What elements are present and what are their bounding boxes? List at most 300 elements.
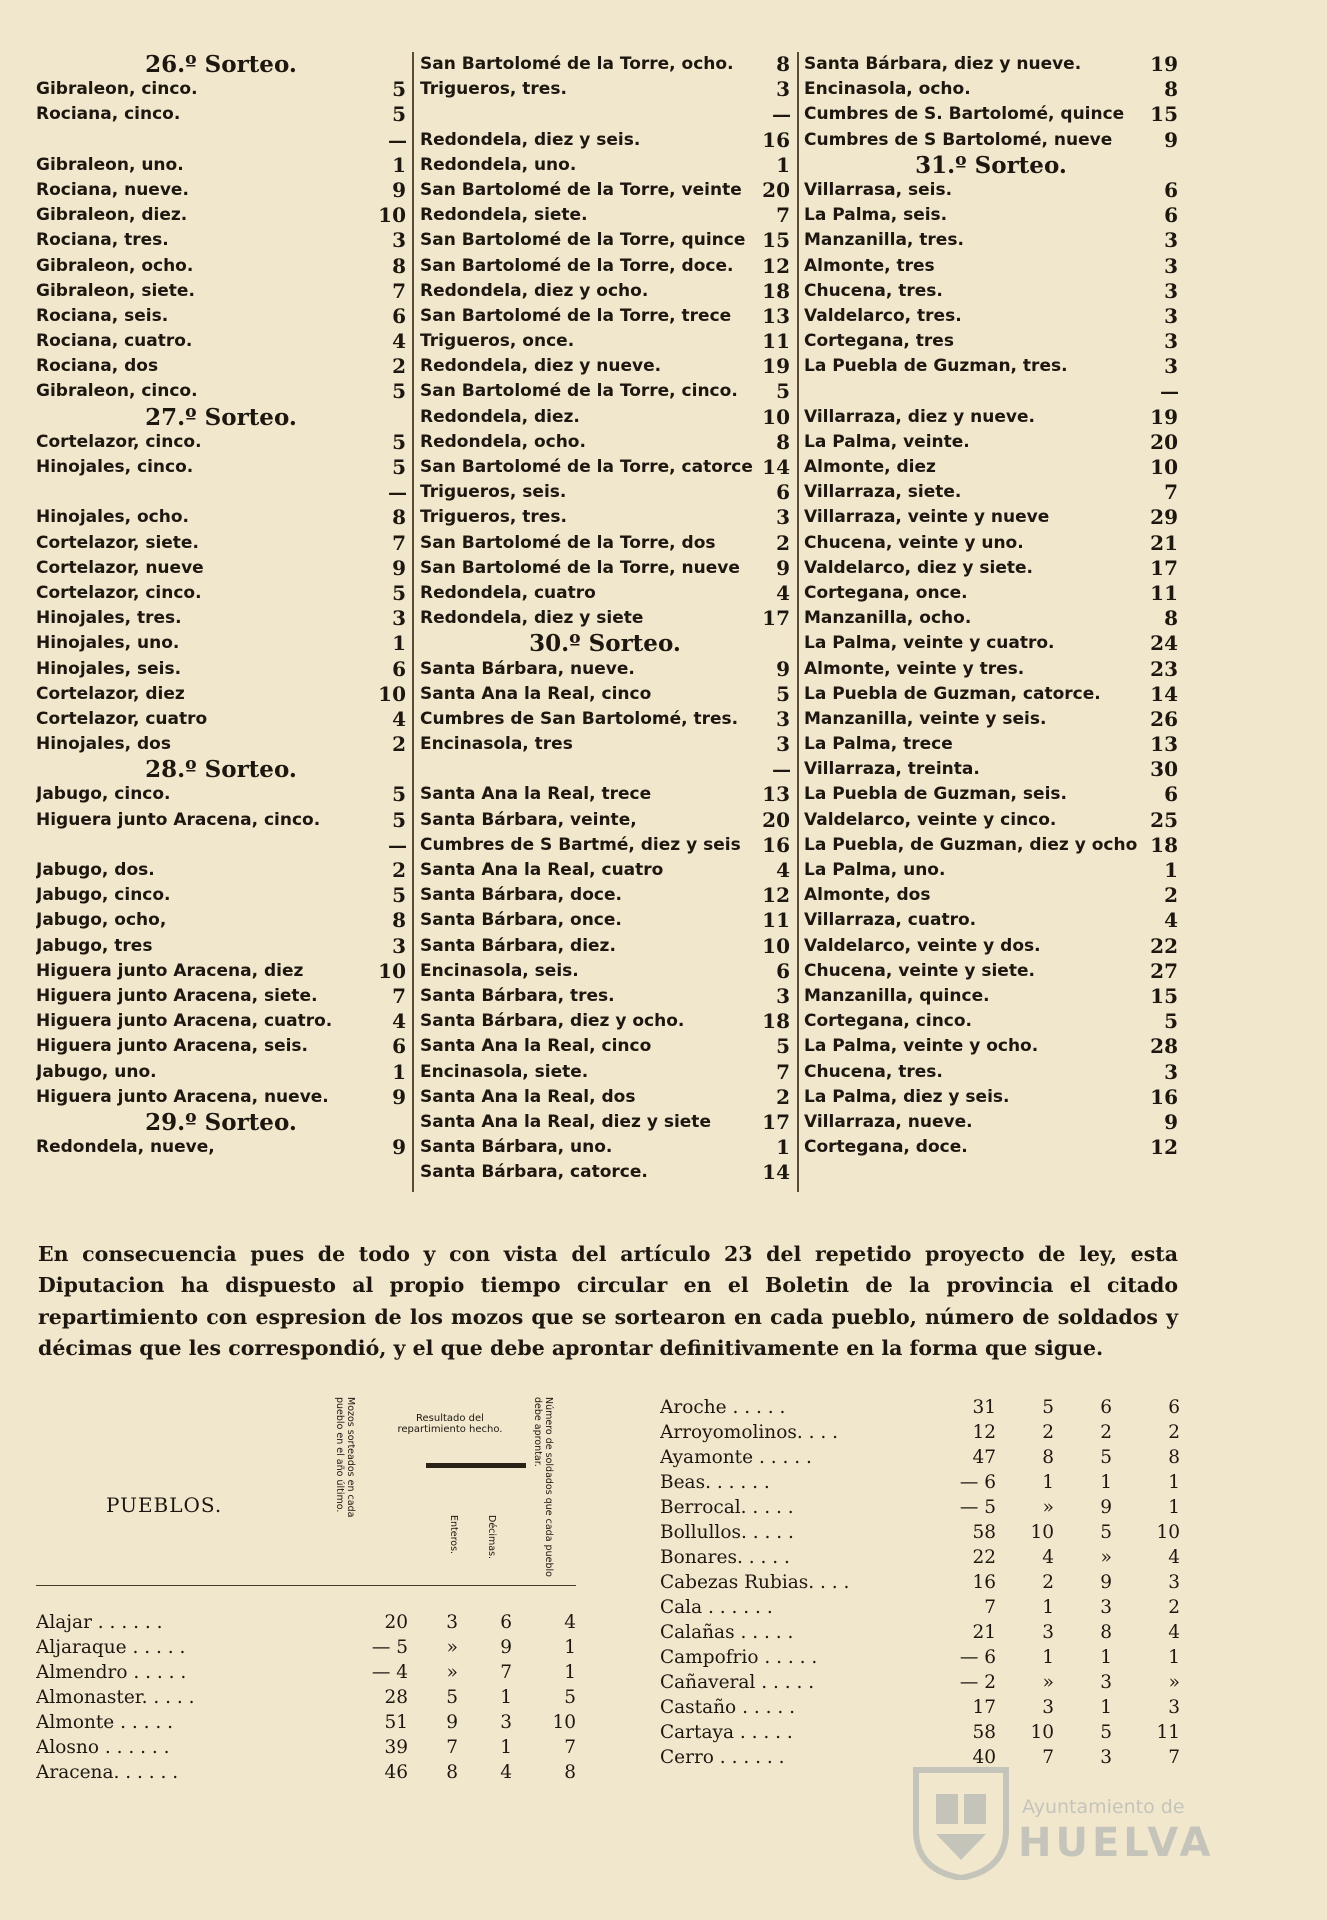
draw-entry-number: 18 [762, 278, 790, 303]
draw-entry [420, 430, 790, 455]
pueblo-name: Cabezas Rubias. . . . [660, 1572, 850, 1593]
enteros-value: 10 [1030, 1522, 1054, 1543]
draw-entry-number: 13 [762, 782, 790, 807]
draw-entry [420, 1160, 790, 1185]
enteros-value: 5 [446, 1687, 458, 1708]
draw-entry [36, 556, 406, 581]
draw-entry-text: Santa Ana la Real, cinco [420, 1036, 652, 1057]
draw-entry-text: Redondela, diez y nueve. [420, 356, 662, 377]
draw-entry-text: Gibraleon, uno. [36, 154, 184, 175]
soldados-value: 4 [1168, 1622, 1180, 1643]
draw-entry [804, 279, 1178, 304]
mozos-value: 40 [972, 1747, 996, 1768]
soldados-value: » [1168, 1672, 1180, 1693]
draw-entry-number: 5 [392, 782, 406, 807]
enteros-value: 2 [1042, 1422, 1054, 1443]
draw-entry-number: 16 [762, 832, 790, 857]
draw-entry-text: Santa Bárbara, nueve. [420, 658, 635, 679]
mozos-value: 51 [384, 1712, 408, 1733]
draw-entry-text: Villarraza, siete. [804, 482, 962, 503]
draw-entry-number: 6 [776, 480, 790, 505]
draw-entry-text: San Bartolomé de la Torre, catorce [420, 457, 753, 477]
pueblo-name: Castaño . . . . . [660, 1697, 796, 1718]
draw-entry [36, 833, 406, 858]
draw-entry [804, 631, 1178, 656]
draw-entry-text: Cortelazor, siete. [36, 532, 199, 553]
draw-entry-number: 3 [1164, 278, 1178, 303]
draw-entry [804, 934, 1178, 959]
draw-entry-number: 9 [392, 555, 406, 580]
draw-entry-text: Santa Bárbara, doce. [420, 885, 622, 906]
draw-entry-text: Gibraleon, diez. [36, 205, 188, 226]
draw-entry [36, 228, 406, 253]
decimas-value: 3 [1100, 1747, 1112, 1768]
pueblo-name: Berrocal. . . . . [660, 1497, 794, 1518]
draw-entry [804, 908, 1178, 933]
draw-entry-number: 15 [762, 228, 790, 253]
draw-entry [420, 480, 790, 505]
draw-entry-text: Cumbres de San Bartolomé, tres. [420, 708, 739, 729]
enteros-value: » [1042, 1497, 1054, 1518]
soldados-value: 1 [564, 1637, 576, 1658]
mozos-value: 17 [972, 1697, 996, 1718]
draw-entry-number: 1 [776, 1135, 790, 1160]
mozos-value: 31 [972, 1397, 996, 1418]
draw-entry [804, 405, 1178, 430]
draw-entry-number: 14 [762, 1160, 790, 1185]
draw-entry-number: 3 [776, 983, 790, 1008]
draw-entry-text: Gibraleon, siete. [36, 280, 195, 301]
draw-entry-number: 5 [392, 883, 406, 908]
enteros-header: Enteros. [448, 1515, 459, 1555]
draw-entry-number: 9 [776, 656, 790, 681]
draw-entry [36, 782, 406, 807]
table-row [660, 1545, 1180, 1570]
enteros-value: 3 [1042, 1622, 1054, 1643]
draw-entry-text: Higuera junto Aracena, seis. [36, 1036, 309, 1057]
draw-entry-text: Cortegana, doce. [804, 1137, 968, 1158]
table-row [660, 1570, 1180, 1595]
draw-entry-number: 22 [1150, 933, 1178, 958]
mozos-value: — 5 [371, 1637, 408, 1658]
draw-entry [804, 1060, 1178, 1085]
table-row [660, 1445, 1180, 1470]
enteros-value: 9 [446, 1712, 458, 1733]
draw-entry [36, 1085, 406, 1110]
draw-entry-number: 12 [762, 883, 790, 908]
draw-entry-number: 2 [392, 858, 406, 882]
draw-entry-number: 3 [776, 706, 790, 731]
pueblo-name: Cartaya . . . . . [660, 1722, 793, 1743]
draw-entry-number: 15 [1150, 102, 1178, 127]
draw-entry-number: 9 [392, 177, 406, 202]
draw-entry-text: Santa Ana la Real, trece [420, 784, 652, 805]
draw-entry-text: Santa Ana la Real, diez y siete [420, 1111, 711, 1132]
draw-entry [36, 77, 406, 102]
pueblo-name: Beas. . . . . . [660, 1472, 770, 1493]
enteros-value: 5 [1042, 1397, 1054, 1418]
mozos-value: — 6 [959, 1647, 996, 1668]
draw-entry-text: Villarraza, nueve. [804, 1111, 973, 1132]
draw-entry-text: Villarraza, diez y nueve. [804, 406, 1035, 427]
mozos-value: 7 [984, 1597, 996, 1618]
pueblo-name: Alajar . . . . . . [36, 1612, 163, 1633]
draw-entry [804, 1034, 1178, 1059]
draw-entry-number: 11 [762, 329, 790, 354]
draw-entry-number: 6 [1164, 203, 1178, 228]
draw-entry-text: Manzanilla, ocho. [804, 608, 972, 629]
sorteo-heading: 29.º Sorteo. [145, 1108, 297, 1136]
draw-entry-text: Santa Bárbara, once. [420, 910, 622, 931]
draw-entry-text: Chucena, tres. [804, 1061, 943, 1082]
draw-entry-number: 8 [392, 253, 406, 278]
decimas-value: 3 [1100, 1672, 1112, 1693]
sorteo-heading: 30.º Sorteo. [529, 630, 681, 658]
draw-entry-text: San Bartolomé de la Torre, cinco. [420, 381, 738, 402]
decimas-value: 1 [1100, 1697, 1112, 1718]
mozos-value: 28 [384, 1687, 408, 1708]
draw-entry-number: 6 [1164, 782, 1178, 807]
draw-entry-text: Santa Bárbara, diez y ocho. [420, 1011, 685, 1032]
draw-entry [420, 606, 790, 631]
table-header [36, 1395, 576, 1586]
draw-entry-number: 8 [392, 908, 406, 933]
table-row [36, 1760, 576, 1785]
mozos-value: — 6 [959, 1472, 996, 1493]
table-row [660, 1595, 1180, 1620]
draw-entry [804, 657, 1178, 682]
draw-entry-number: 5 [1164, 1009, 1178, 1034]
draw-entry [420, 782, 790, 807]
draw-entry-text: Hinojales, uno. [36, 633, 180, 654]
draw-entry-number: — [388, 480, 406, 505]
draw-entry-text: Valdelarco, veinte y cinco. [804, 809, 1057, 830]
draw-entry [420, 128, 790, 153]
enteros-value: 8 [1042, 1447, 1054, 1468]
draw-entry-text: San Bartolomé de la Torre, nueve [420, 557, 740, 578]
draw-entry-number: 10 [378, 203, 406, 228]
draw-entry-text: Higuera junto Aracena, nueve. [36, 1086, 329, 1107]
draw-entry-number: 6 [392, 656, 406, 681]
table-row [36, 1635, 576, 1660]
draw-entry-text: Cortelazor, cinco. [36, 582, 202, 603]
draw-entry [804, 379, 1178, 404]
draw-entry-number: 24 [1150, 631, 1178, 656]
enteros-value: 3 [446, 1612, 458, 1633]
pueblo-name: Ayamonte . . . . . [660, 1447, 812, 1468]
draw-entry-number: 23 [1150, 656, 1178, 681]
mozos-value: 39 [384, 1737, 408, 1758]
draw-entry [804, 1009, 1178, 1034]
draw-entry [36, 430, 406, 455]
draw-entry [804, 203, 1178, 228]
draw-entry-text: San Bartolomé de la Torre, ocho. [420, 54, 734, 74]
draw-entry-number: 3 [776, 732, 790, 757]
soldados-value: 11 [1156, 1722, 1180, 1743]
draw-entry [804, 178, 1178, 203]
soldados-value: 1 [1168, 1497, 1180, 1518]
draw-entry-text: Higuera junto Aracena, cuatro. [36, 1011, 333, 1032]
draw-entry-text: Gibraleon, cinco. [36, 381, 198, 402]
draw-entry-number: 5 [392, 77, 406, 102]
mozos-value: 47 [972, 1447, 996, 1468]
table-row [660, 1720, 1180, 1745]
draw-entry-number: 11 [1150, 580, 1178, 605]
draw-entry-number: 15 [1150, 983, 1178, 1008]
draw-entry-number: 11 [762, 908, 790, 933]
draw-entry-number: 6 [1164, 177, 1178, 202]
enteros-value: 1 [1042, 1597, 1054, 1618]
enteros-value: 2 [1042, 1572, 1054, 1593]
draw-entry-number: 25 [1150, 807, 1178, 832]
soldados-value: 10 [552, 1712, 576, 1733]
draw-entry [804, 556, 1178, 581]
draw-entry-number: 5 [392, 807, 406, 832]
draw-entry [36, 858, 406, 883]
draw-entry [36, 1135, 406, 1160]
draw-entry-number: 17 [762, 1109, 790, 1134]
draw-entry-number: 10 [762, 933, 790, 958]
draw-entry [804, 833, 1178, 858]
draw-entry-number: 7 [1164, 480, 1178, 505]
pueblos-header: PUEBLOS. [106, 1493, 223, 1517]
draw-entry-number: 29 [1150, 505, 1178, 530]
draw-entry-number: 17 [1150, 555, 1178, 580]
draw-entry-number: 3 [392, 933, 406, 958]
draw-entry-text: Villarraza, veinte y nueve [804, 507, 1050, 528]
draw-entry [36, 102, 406, 127]
soldados-value: 3 [1168, 1697, 1180, 1718]
draw-entry [420, 254, 790, 279]
enteros-value: » [446, 1662, 458, 1683]
draw-entry-text: La Palma, veinte y cuatro. [804, 633, 1055, 654]
draw-entry-number: 6 [776, 958, 790, 983]
draw-entry-text: Rociana, tres. [36, 230, 169, 251]
draw-entry-number: 18 [762, 1009, 790, 1034]
sorteo-heading: 27.º Sorteo. [145, 403, 297, 431]
draw-entry [36, 1060, 406, 1085]
draw-entry-text: Trigueros, tres. [420, 507, 567, 528]
enteros-value: » [446, 1637, 458, 1658]
draw-entry-number: 10 [762, 404, 790, 429]
draw-entry-number: 6 [392, 1034, 406, 1059]
header-divider [426, 1463, 526, 1468]
soldados-value: 4 [564, 1612, 576, 1633]
draw-entry-number: 9 [392, 1084, 406, 1109]
draw-entry-number: 3 [1164, 354, 1178, 379]
table-row [660, 1670, 1180, 1695]
draw-entry [804, 1085, 1178, 1110]
draw-entry-text: Higuera junto Aracena, siete. [36, 985, 318, 1006]
draw-entry [420, 934, 790, 959]
draw-entry-number: 4 [776, 858, 790, 882]
pueblo-name: Cañaveral . . . . . [660, 1672, 815, 1693]
column-rule-1 [412, 52, 414, 1192]
enteros-value: 7 [1042, 1747, 1054, 1768]
draw-entry-text: Santa Bárbara, diez. [420, 935, 616, 956]
draw-entry-number: 26 [1150, 706, 1178, 731]
draw-entry-number: 5 [392, 580, 406, 605]
draw-entry-number: 1 [392, 152, 406, 177]
decimas-value: 1 [1100, 1472, 1112, 1493]
mozos-value: 21 [972, 1622, 996, 1643]
draw-entry-number: 4 [392, 1009, 406, 1034]
draw-entry [420, 883, 790, 908]
draw-entry-number: 4 [1164, 908, 1178, 933]
soldados-value: 3 [1168, 1572, 1180, 1593]
draw-entry-text: Cortegana, once. [804, 582, 968, 603]
sorteo-column-3 [804, 52, 1178, 1160]
draw-entry-number: 18 [1150, 832, 1178, 857]
decimas-value: 2 [1100, 1422, 1112, 1443]
mozos-value: 46 [384, 1762, 408, 1783]
draw-entry-number: 2 [776, 530, 790, 555]
draw-entry-text: Cortelazor, nueve [36, 557, 204, 578]
draw-entry-number: 7 [392, 278, 406, 303]
draw-entry-number: 2 [392, 354, 406, 379]
draw-entry [420, 1034, 790, 1059]
draw-entry [420, 908, 790, 933]
draw-entry-text: Redondela, diez. [420, 406, 580, 427]
draw-entry-text: La Palma, veinte y ocho. [804, 1036, 1039, 1057]
pueblo-name: Alosno . . . . . . [36, 1737, 170, 1758]
draw-entry [420, 1135, 790, 1160]
draw-entry [420, 77, 790, 102]
draw-entry-number: 21 [1150, 530, 1178, 555]
draw-entry-number: 10 [1150, 455, 1178, 479]
draw-entry-number: 4 [392, 706, 406, 731]
pueblo-name: Almonte . . . . . [36, 1712, 174, 1733]
draw-entry-text: Santa Ana la Real, cuatro [420, 860, 664, 880]
draw-entry-text: La Palma, seis. [804, 205, 948, 226]
draw-entry-number: 16 [762, 127, 790, 152]
decimas-value: 1 [1100, 1647, 1112, 1668]
mozos-value: 58 [972, 1522, 996, 1543]
draw-entry-number: 5 [776, 1034, 790, 1059]
soldados-value: 7 [564, 1737, 576, 1758]
soldados-value: 7 [1168, 1747, 1180, 1768]
draw-entry-text: Hinojales, tres. [36, 608, 182, 629]
decimas-value: 4 [500, 1762, 512, 1783]
draw-entry-text: Cumbres de S Bartmé, diez y seis [420, 834, 741, 855]
draw-entry-number: 8 [776, 52, 790, 76]
decimas-value: » [1100, 1547, 1112, 1568]
draw-entry [36, 883, 406, 908]
draw-entry-text: Redondela, nueve, [36, 1137, 215, 1158]
draw-entry [804, 77, 1178, 102]
draw-entry-number: 3 [1164, 253, 1178, 278]
draw-entry-text: Manzanilla, tres. [804, 230, 964, 251]
draw-entry-text: La Palma, veinte. [804, 431, 970, 452]
draw-entry [804, 228, 1178, 253]
draw-entry-text: Hinojales, dos [36, 734, 171, 755]
draw-entry-text: Rociana, cinco. [36, 104, 181, 125]
draw-entry-text: Redondela, diez y siete [420, 608, 644, 629]
draw-entry [36, 682, 406, 707]
draw-entry-number: — [388, 127, 406, 152]
draw-entry-text: Rociana, cuatro. [36, 331, 193, 352]
table-row [36, 1685, 576, 1710]
draw-entry-number: 17 [762, 606, 790, 631]
draw-entry-text: Valdelarco, tres. [804, 305, 962, 326]
draw-entry-number: 7 [392, 530, 406, 555]
table-row [36, 1710, 576, 1735]
mozos-value: 22 [972, 1547, 996, 1568]
draw-entry-number: 9 [1164, 1109, 1178, 1134]
draw-entry-text: Jabugo, uno. [36, 1061, 157, 1082]
draw-entry-number: — [1160, 379, 1178, 404]
draw-entry [36, 480, 406, 505]
draw-entry-number: 1 [1164, 858, 1178, 882]
soldados-value: 6 [1168, 1397, 1180, 1418]
draw-entry [804, 304, 1178, 329]
draw-entry-text: Almonte, veinte y tres. [804, 658, 1025, 679]
draw-entry [36, 128, 406, 153]
table-row [36, 1660, 576, 1685]
draw-entry-text: Manzanilla, quince. [804, 985, 990, 1006]
table-row [660, 1645, 1180, 1670]
draw-entry-number: 12 [1150, 1135, 1178, 1160]
draw-entry [36, 1034, 406, 1059]
draw-entry [420, 858, 790, 883]
draw-entry-text: Valdelarco, diez y siete. [804, 557, 1033, 578]
draw-entry [420, 833, 790, 858]
pueblo-name: Aroche . . . . . [660, 1397, 786, 1418]
draw-entry-text: Cortelazor, diez [36, 683, 185, 704]
draw-entry-text: Chucena, veinte y uno. [804, 532, 1024, 553]
draw-entry [420, 657, 790, 682]
draw-entry-text: Redondela, diez y ocho. [420, 280, 649, 301]
draw-entry [420, 1009, 790, 1034]
draw-entry [36, 354, 406, 379]
mozos-value: — 2 [959, 1672, 996, 1693]
draw-entry [36, 934, 406, 959]
draw-entry [36, 581, 406, 606]
draw-entry [420, 556, 790, 581]
draw-entry-text: Cortelazor, cuatro [36, 708, 208, 729]
soldados-value: 1 [564, 1662, 576, 1683]
decimas-value: 5 [1100, 1447, 1112, 1468]
draw-entry [36, 505, 406, 530]
decimas-value: 7 [500, 1662, 512, 1683]
draw-entry-text: Jabugo, cinco. [36, 885, 171, 906]
draw-entry [420, 1085, 790, 1110]
draw-entry-text: Trigueros, tres. [420, 79, 567, 100]
decimas-value: 9 [1100, 1497, 1112, 1518]
draw-entry-text: Rociana, seis. [36, 305, 169, 326]
mozos-value: 12 [972, 1422, 996, 1443]
draw-entry-number: 10 [378, 681, 406, 706]
draw-entry-text: Redondela, ocho. [420, 431, 586, 452]
pueblo-name: Cala . . . . . . [660, 1597, 773, 1618]
decimas-value: 1 [500, 1737, 512, 1758]
sorteo-heading: 26.º Sorteo. [145, 51, 297, 78]
draw-entry-number: 1 [776, 152, 790, 177]
draw-entry-text: Redondela, uno. [420, 154, 577, 175]
draw-entry-text: Redondela, diez y seis. [420, 129, 641, 150]
draw-entry [36, 379, 406, 404]
soldados-value: 10 [1156, 1522, 1180, 1543]
mozos-value: 20 [384, 1612, 408, 1633]
table-row [36, 1610, 576, 1635]
draw-entry-number: 5 [392, 379, 406, 404]
draw-entry-number: 7 [776, 203, 790, 228]
draw-entry [420, 178, 790, 203]
pueblo-name: Almendro . . . . . [36, 1662, 187, 1683]
draw-entry-text: Encinasola, seis. [420, 960, 579, 981]
draw-entry [804, 606, 1178, 631]
pueblo-name: Bollullos. . . . . [660, 1522, 794, 1543]
